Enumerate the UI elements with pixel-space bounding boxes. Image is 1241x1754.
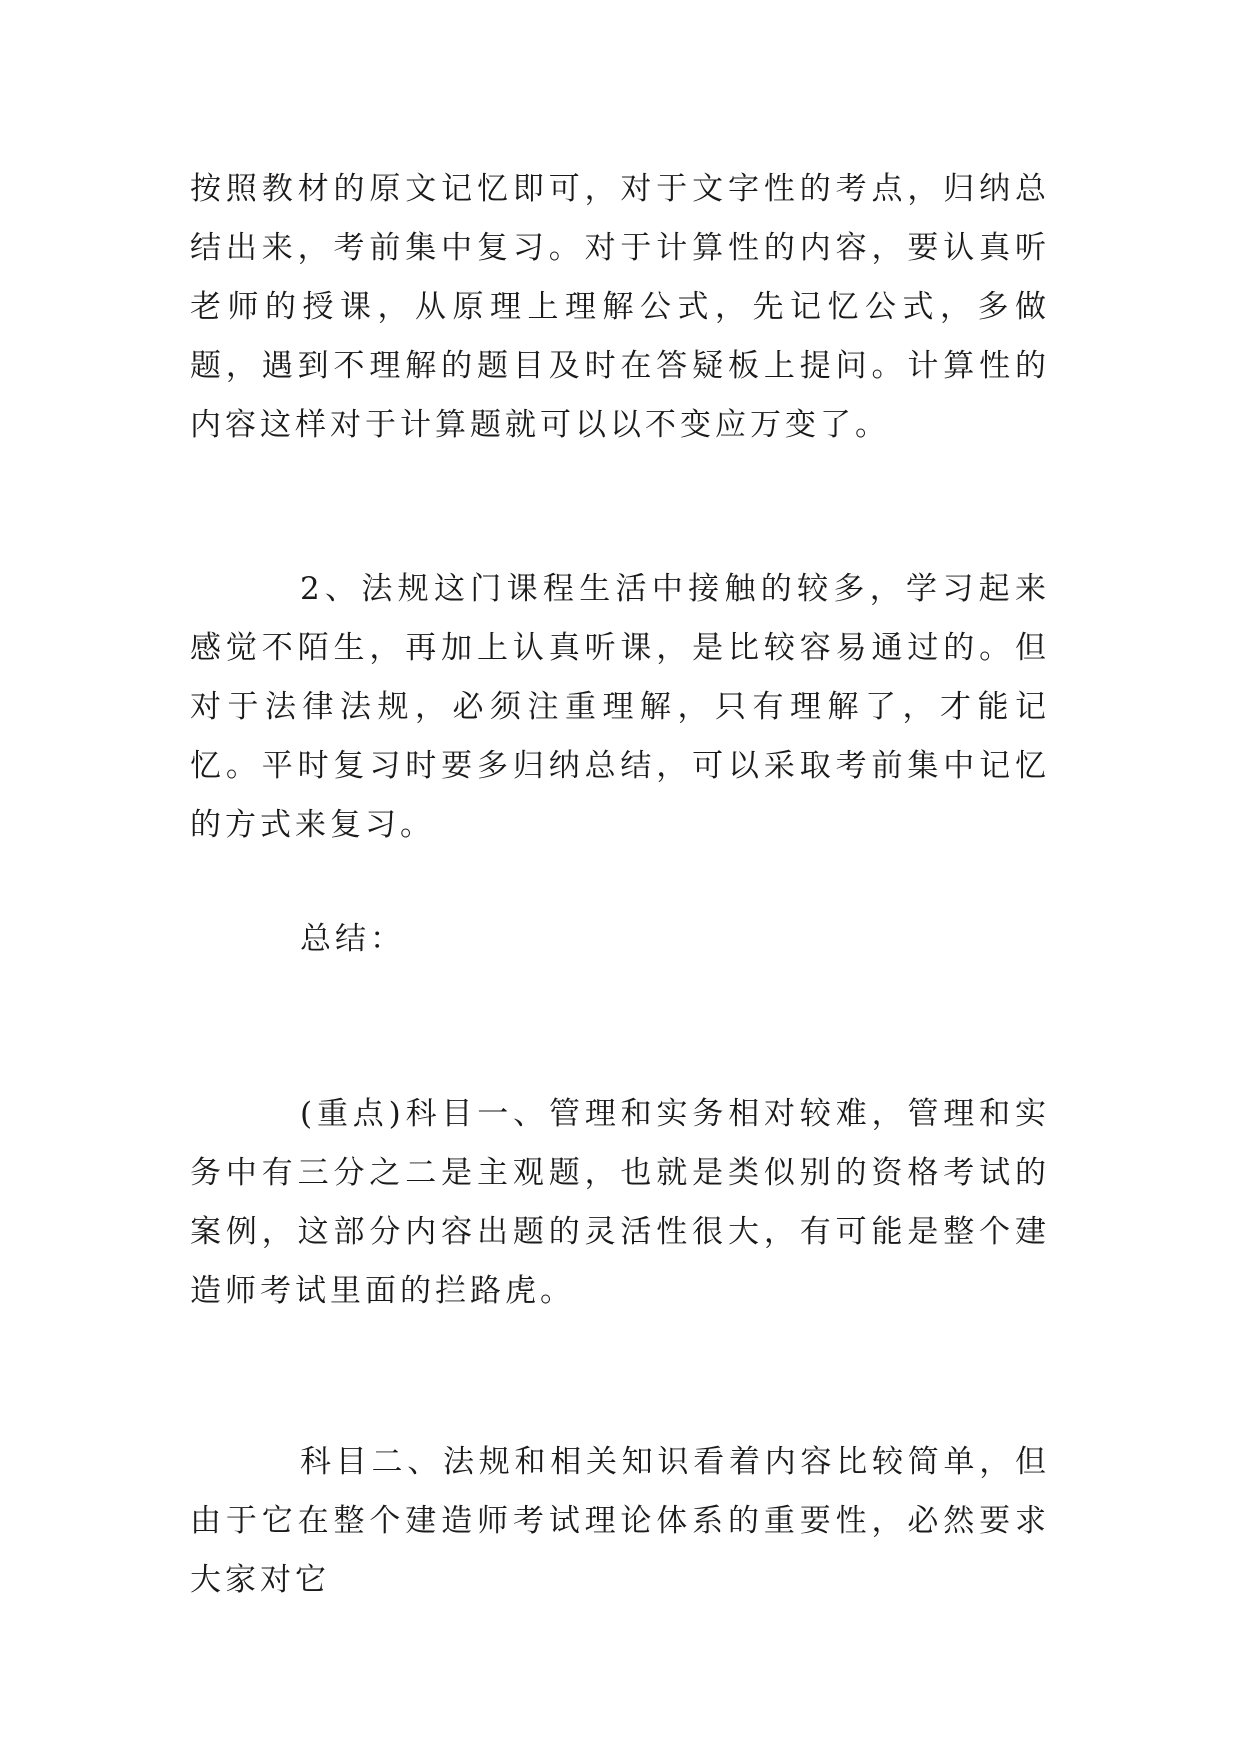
paragraph-study-method-continued: 按照教材的原文记忆即可，对于文字性的考点，归纳总结出来，考前集中复习。对于计算性的内容，要认真听老师的授课，从原理上理解公式，先记忆公式，多做题，遇到不理解的题目及时在答疑板上提问。计算性的内容这样对于计算题就可以以不变应万变了。 (190, 171, 1050, 443)
paragraph-regulations-course: 2、法规这门课程生活中接触的较多，学习起来感觉不陌生，再加上认真听课，是比较容易通过的。但对于法律法规，必须注重理解，只有理解了，才能记忆。平时复习时要多归纳总结，可以采取考前集中记忆的方式来复习。 (190, 571, 1050, 843)
summary-heading: 总结： (300, 921, 405, 957)
paragraph-subject-one: (重点)科目一、管理和实务相对较难，管理和实务中有三分之二是主观题，也就是类似别的资格考试的案例，这部分内容出题的灵活性很大，有可能是整个建造师考试里面的拦路虎。 (190, 1096, 1050, 1309)
paragraph-subject-two: 科目二、法规和相关知识看着内容比较简单，但由于它在整个建造师考试理论体系的重要性，必然要求大家对它 (190, 1444, 1050, 1598)
